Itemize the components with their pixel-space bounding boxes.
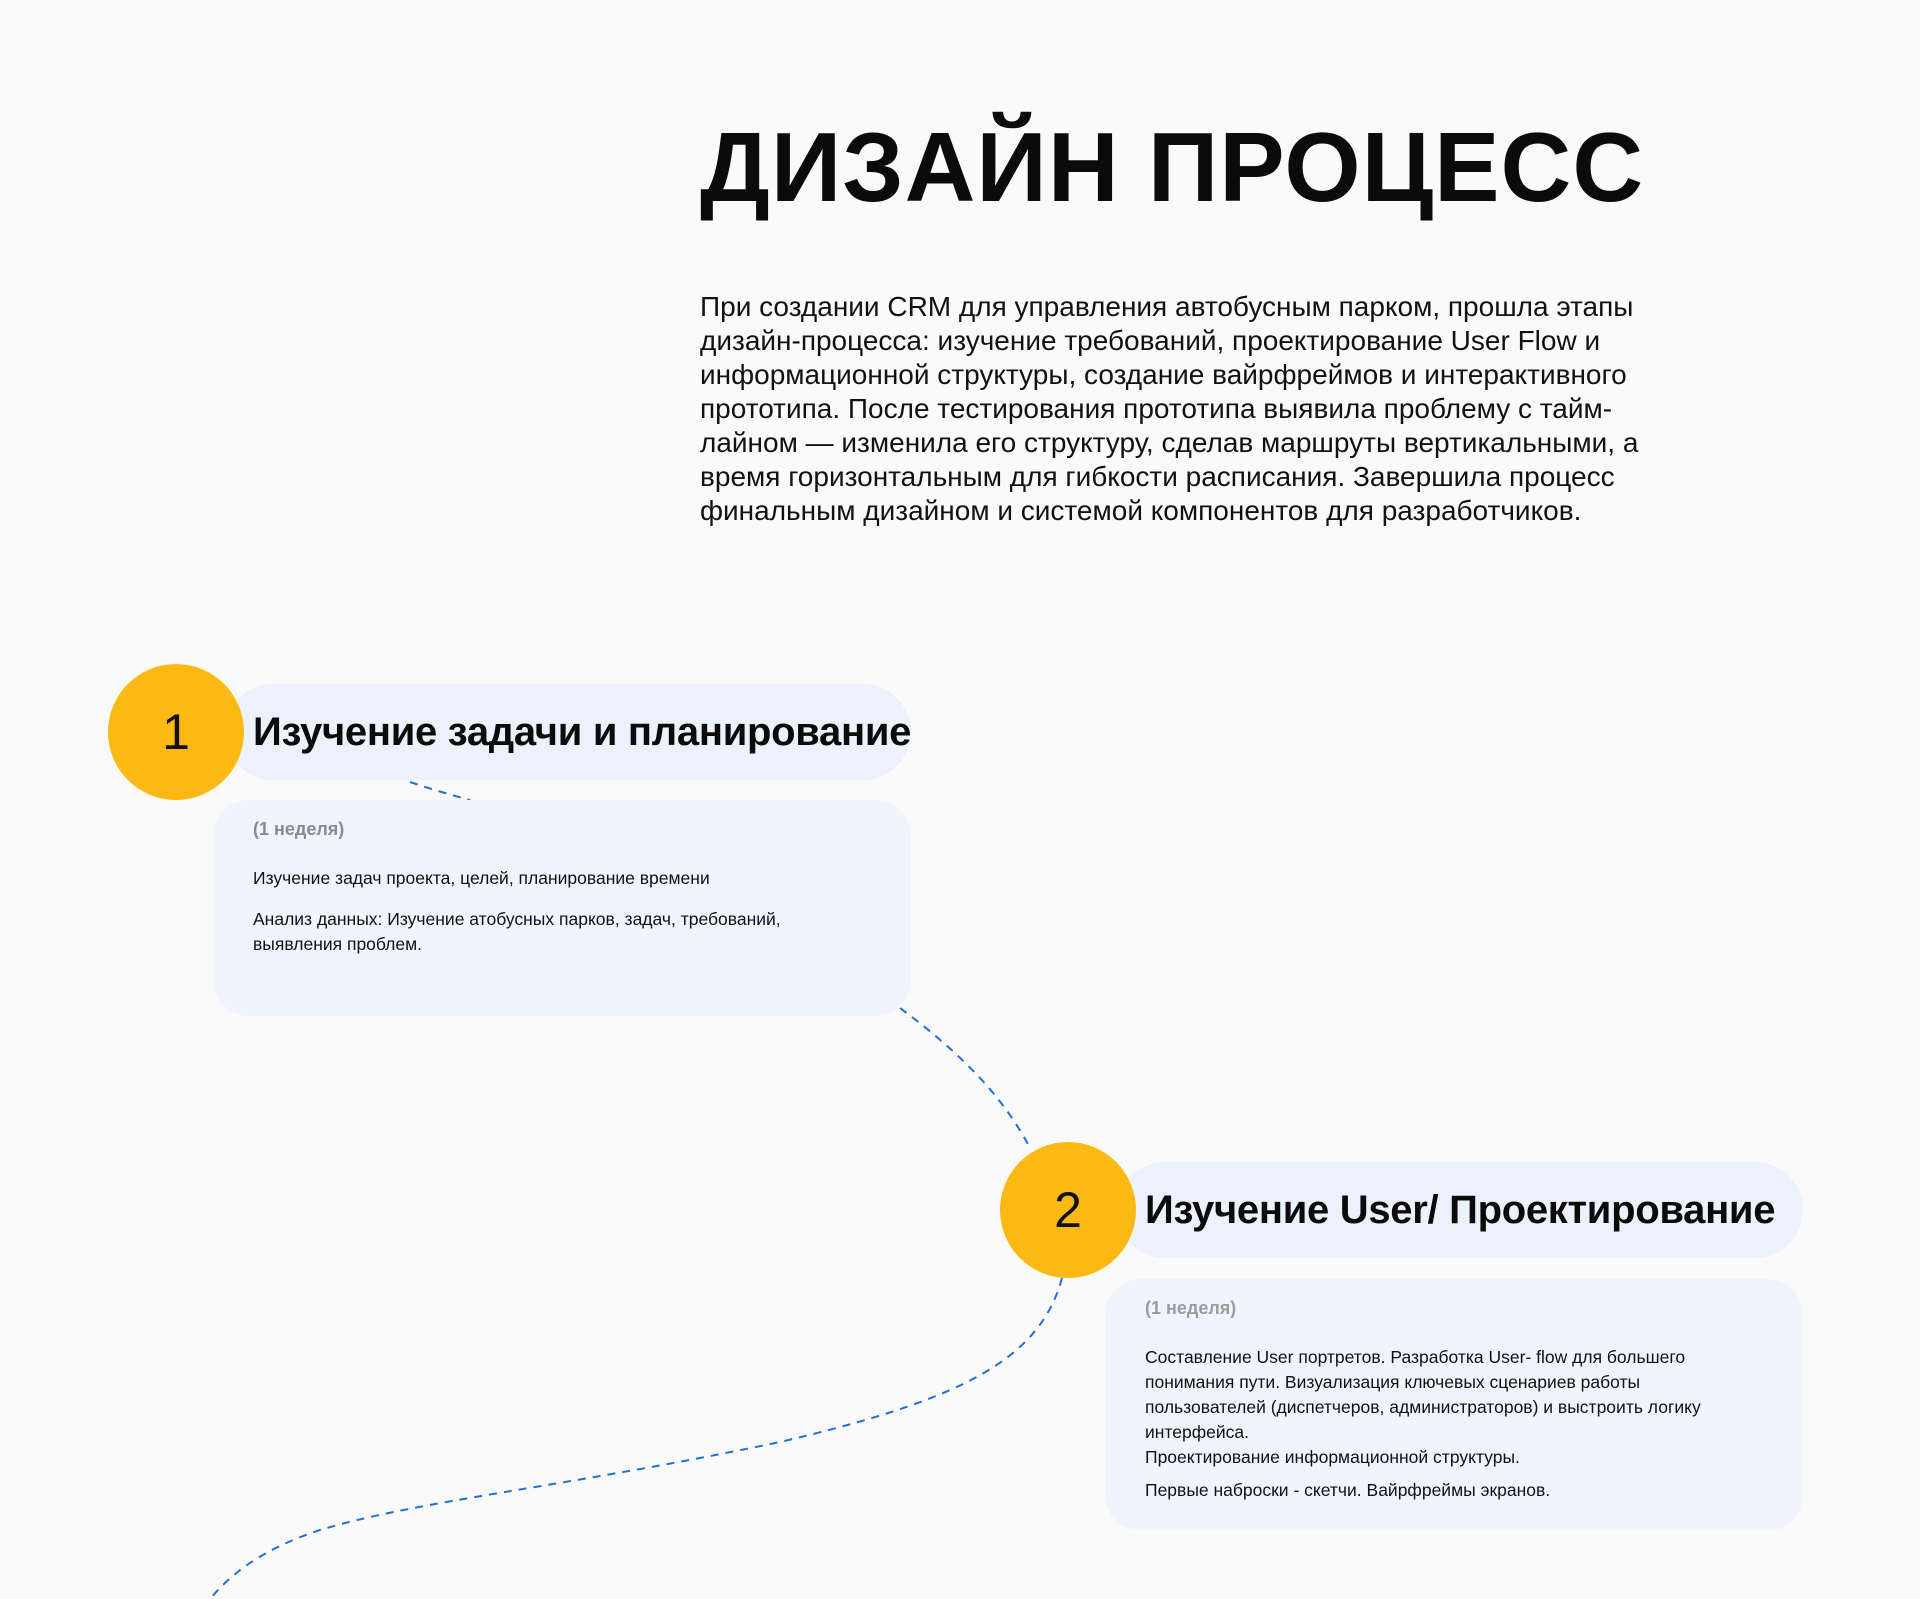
step-2-detail-3: Первые наброски - скетчи. Вайрфреймы экранов. bbox=[1145, 1480, 1551, 1500]
step-2-number-badge bbox=[1000, 1142, 1136, 1278]
step-2-details-card bbox=[1105, 1279, 1803, 1531]
step-1-detail-2: Анализ данных: Изучение атобусных парков, задач, требований, выявления проблем. bbox=[253, 909, 781, 954]
step-1-duration: (1 неделя) bbox=[253, 819, 345, 839]
step-2-title: Изучение User/ Проектирование bbox=[1145, 1187, 1776, 1232]
step-1-number: 1 bbox=[162, 704, 190, 760]
step-2-duration: (1 неделя) bbox=[1145, 1298, 1237, 1318]
step-1-details-card bbox=[213, 800, 911, 1016]
connector-title1-to-card1 bbox=[410, 782, 470, 800]
step-2-detail-1: Составление User портретов. Разработка User- flow для большего понимания пути. Визуализация ключевых сценариев работы пользователей (диспетчеров, администраторов) и выстроить логику интерфейса. bbox=[1145, 1347, 1701, 1442]
connector-step2-to-next bbox=[210, 1278, 1062, 1599]
step-2-number: 2 bbox=[1054, 1182, 1082, 1238]
step-1-detail-1: Изучение задач проекта, целей, планирование времени bbox=[253, 868, 710, 888]
page-title: ДИЗАЙН ПРОЦЕСС bbox=[700, 112, 1645, 222]
step-2-detail-2: Проектирование информационной структуры. bbox=[1145, 1447, 1520, 1467]
connector-card1-to-step2 bbox=[900, 1008, 1030, 1148]
step-2-title-pill bbox=[1117, 1162, 1803, 1258]
step-1-title-pill bbox=[225, 684, 911, 780]
step-1-title: Изучение задачи и планирование bbox=[253, 709, 912, 754]
intro-paragraph: При создании CRM для управления автобусным парком, прошла этапы дизайн-процесса: изучение требований, проектирование User Flow и информационной структуры, создание вайрфреймов и интерактивного прототипа. После тестирования прототипа выявила проблему с тайм-лайном — изменила его структуру, сделав маршруты вертикальными, а время горизонтальным для гибкости расписания. Завершила процесс финальным дизайном и системой компонентов для разработчиков. bbox=[700, 291, 1639, 526]
step-1-number-badge bbox=[108, 664, 244, 800]
